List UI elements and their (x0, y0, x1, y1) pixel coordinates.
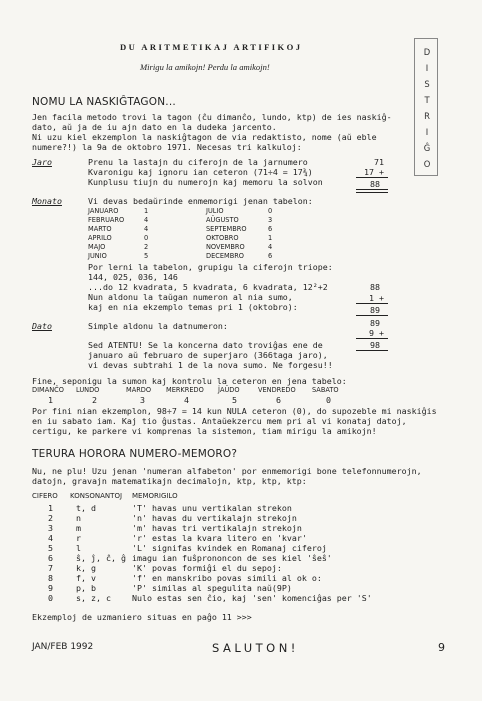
cipher-mnemonic: 'T' havas unu vertikalan strekon (132, 503, 292, 513)
day-name: VENDREDO (258, 386, 296, 394)
cipher-digit: 1 (48, 503, 53, 513)
month-value: 0 (268, 207, 273, 215)
cipher-mnemonic: 'K' povas formiĝi el du sepoj: (132, 563, 282, 573)
memory-intro-line: Nu, ne plu! Uzu jenan 'numeran alfabeton' por enmemorigi bone telefonnumerojn, (32, 466, 422, 476)
leap-year-note: Sed ATENTU! Se la koncerna dato troviĝas ene de (88, 340, 323, 350)
closing-line: en iu sabato iam. Kaj tio ĝustas. Antaŭekzercu mem pri al vi konataj datoj, (32, 416, 407, 426)
month-name: NOVEMBRO (206, 243, 245, 251)
cipher-digit: 0 (48, 593, 53, 603)
step-label-monato: Monato (32, 196, 62, 206)
cipher-digit: 7 (48, 563, 53, 573)
step-label-dato: Dato (32, 321, 52, 331)
sum-value: 17 + (364, 167, 384, 177)
monato-line: 144, 025, 036, 146 (88, 272, 178, 282)
month-value: 4 (144, 225, 149, 233)
intro-line: Jen facila metodo trovi la tagon (ĉu dimanĉo, lundo, ktp) de ies naskiĝ- (32, 112, 392, 122)
day-name: ĴAŬDO (218, 386, 240, 394)
day-value: 1 (48, 395, 53, 405)
monato-line: kaj en nia ekzemplo temas pri 1 (oktobro): (88, 302, 298, 312)
sidebar-letter: I (425, 127, 429, 137)
sidebar-letter: Ĝ (423, 143, 431, 153)
day-name: LUNDO (76, 386, 100, 394)
monato-line: Nun aldonu la taŭgan numeron al nia sumo, (88, 292, 293, 302)
cipher-consonants: n (76, 513, 81, 523)
day-value: 0 (326, 395, 331, 405)
day-value: 3 (140, 395, 145, 405)
sum-double-rule (356, 189, 388, 193)
cipher-digit: 8 (48, 573, 53, 583)
month-name: JUNIO (88, 252, 107, 260)
page-number: 9 (438, 641, 445, 654)
intro-line: Ni uzu kiel ekzemplon la naskiĝtagon de via redaktisto, nome (aŭ eble (32, 132, 377, 142)
cipher-consonants: r (76, 533, 81, 543)
sidebar-letter: T (424, 95, 430, 105)
month-value: 4 (144, 216, 149, 224)
step-label-jaro: Jaro (32, 157, 52, 167)
leap-year-note: vi devas subtrahi 1 de la nova sumo. Ne forgesu!! (88, 360, 333, 370)
day-name: SABATO (312, 386, 339, 394)
month-value: 6 (268, 252, 273, 260)
day-name: DIMANĈO (32, 386, 64, 394)
sum-total: 88 (370, 179, 380, 189)
cipher-mnemonic: 'P' similas al spegulita naŭ(9P) (132, 583, 292, 593)
day-name: MERKREDO (166, 386, 204, 394)
cipher-digit: 3 (48, 523, 53, 533)
article-title: DU ARITMETIKAJ ARTIFIKOJ (120, 42, 303, 52)
cipher-consonants: m (76, 523, 81, 533)
memory-intro-line: datojn, gravajn matematikajn decimalojn, ktp, ktp, ktp: (32, 476, 307, 486)
cipher-digit: 5 (48, 543, 53, 553)
day-name: MARDO (126, 386, 152, 394)
cipher-mnemonic: Nulo estas sen ĉio, kaj 'sen' komenciĝas per 'S' (132, 593, 372, 603)
month-name: SEPTEMBRO (206, 225, 247, 233)
month-value: 1 (144, 207, 149, 215)
day-value: 5 (232, 395, 237, 405)
day-value: 6 (276, 395, 281, 405)
cipher-mnemonic: 'm' havas tri vertikalajn strekojn (132, 523, 302, 533)
cipher-digit: 4 (48, 533, 53, 543)
month-name: AŬGUSTO (206, 216, 239, 224)
cipher-consonants: p, b (76, 583, 96, 593)
monato-line: Vi devas bedaŭrinde enmemorigi jenan tabelon: (88, 196, 313, 206)
month-value: 1 (268, 234, 273, 242)
jaro-line: Kvaronigu kaj ignoru ian ceteron (71÷4 = 17¾) (88, 167, 313, 177)
month-name: OKTOBRO (206, 234, 239, 242)
cipher-mnemonic: imagu ian fuŝprononcon de ses kiel 'ŝeŝ' (132, 553, 332, 563)
cipher-consonants: t, d (76, 503, 96, 513)
monato-line: ...do 12 kvadrata, 5 kvadrata, 6 kvadrata, 12²+2 (88, 282, 328, 292)
closing-line: certigu, ke parkere vi komprenas la sistemon, tiam mirigu la amikojn! (32, 426, 377, 436)
day-value: 2 (92, 395, 97, 405)
month-name: MAJO (88, 243, 106, 251)
section-sidebar (414, 38, 438, 176)
sidebar-letter: D (423, 47, 431, 57)
cipher-mnemonic: 'r' estas la kvara litero en 'kvar' (132, 533, 307, 543)
section-heading-memory: TERURA HORORA NUMERO-MEMORO? (32, 448, 238, 460)
sum-value: 89 (370, 318, 380, 328)
sum-total: 98 (370, 340, 380, 350)
column-header-digit: CIFERO (32, 492, 58, 500)
sum-total: 89 (370, 305, 380, 315)
month-name: MARTO (88, 225, 112, 233)
sidebar-letter: I (425, 63, 429, 73)
closing-line: Por fini nian ekzemplon, 98÷7 = 14 kun NULA ceteron (0), do supozeble mi naskiĝis (32, 406, 437, 416)
cipher-consonants: k, g (76, 563, 96, 573)
leap-year-note: januaro aŭ februaro de superjaro (366taga jaro), (88, 350, 328, 360)
day-value: 4 (184, 395, 189, 405)
sidebar-letter: S (424, 79, 430, 89)
cipher-mnemonic: 'L' signifas kvindek en Romanaj ciferoj (132, 543, 327, 553)
sum-value: 1 + (369, 293, 384, 303)
jaro-line: Prenu la lastajn du ciferojn de la jarnumero (88, 157, 308, 167)
sum-rule (356, 303, 388, 304)
issue-date: JAN/FEB 1992 (32, 642, 94, 652)
month-name: APRILO (88, 234, 112, 242)
monato-line: Por lerni la tabelon, grupigu la ciferojn triope: (88, 262, 333, 272)
cipher-consonants: f, v (76, 573, 96, 583)
sidebar-letter: O (423, 159, 431, 169)
sum-rule (356, 338, 388, 339)
sidebar-letter: R (424, 111, 430, 121)
column-header-mnemonic: MEMORIGILO (132, 492, 178, 500)
cipher-digit: 6 (48, 553, 53, 563)
intro-line: dato, aŭ ja de iu ajn dato en la dudeka jarcento. (32, 122, 277, 132)
dato-line: Simple aldonu la datnumeron: (88, 321, 228, 331)
continued-note: Ekzemploj de uzmaniero situas en paĝo 11 >>> (32, 612, 252, 622)
month-name: DECEMBRO (206, 252, 244, 260)
cipher-consonants: l (76, 543, 81, 553)
section-heading-birthday: NOMU LA NASKIĜTAGON... (32, 96, 176, 108)
column-header-consonants: KONSONANTOJ (70, 492, 123, 500)
article-subtitle: Mirigu la amikojn! Perdu la amikojn! (140, 62, 270, 72)
month-value: 2 (144, 243, 149, 251)
cipher-digit: 9 (48, 583, 53, 593)
month-name: FEBRUARO (88, 216, 125, 224)
cipher-mnemonic: 'f' en manskribo povas simili al ok o: (132, 573, 322, 583)
cipher-consonants: s, z, c (76, 593, 111, 603)
fine-line: Fine, seponigu la sumon kaj kontrolu la ceteron en jena tabelo: (32, 376, 347, 386)
month-value: 6 (268, 225, 273, 233)
cipher-mnemonic: 'n' havas du vertikalajn strekojn (132, 513, 297, 523)
sum-value: 71 (374, 157, 384, 167)
sum-value: 9 + (369, 328, 384, 338)
intro-line: numere?!) la 9a de oktobro 1971. Necesas tri kalkuloj: (32, 142, 302, 152)
month-value: 0 (144, 234, 149, 242)
month-name: JULIO (206, 207, 224, 215)
sum-rule (356, 315, 388, 316)
month-value: 5 (144, 252, 149, 260)
jaro-line: Kunplusu tiujn du numerojn kaj memoru la solvon (88, 177, 323, 187)
cipher-digit: 2 (48, 513, 53, 523)
month-value: 4 (268, 243, 273, 251)
month-value: 3 (268, 216, 273, 224)
magazine-name: SALUTON! (212, 641, 299, 655)
sum-rule (356, 177, 388, 178)
sum-value: 88 (370, 282, 380, 292)
month-name: JANUARO (88, 207, 119, 215)
sum-rule (356, 350, 388, 351)
cipher-consonants: ŝ, ĵ, ĉ, ĝ (76, 553, 126, 563)
